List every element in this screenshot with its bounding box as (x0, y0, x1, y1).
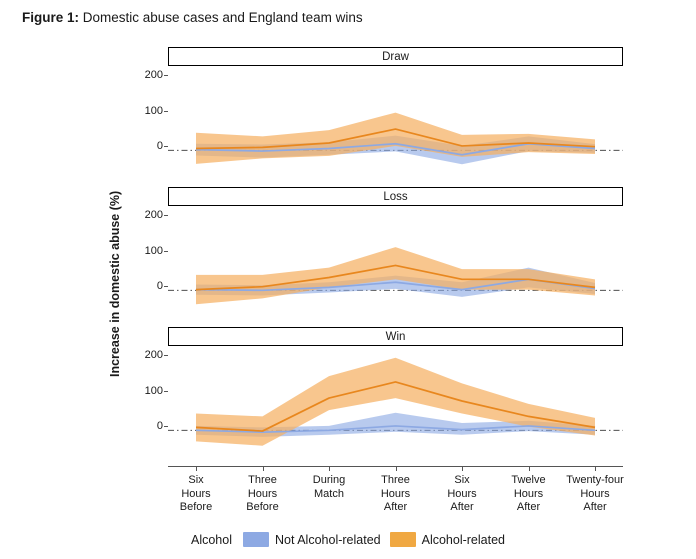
panel-title-draw: Draw (382, 50, 409, 63)
x-axis (168, 466, 623, 536)
legend-label-alcohol-related: Alcohol-related (421, 532, 505, 547)
plot-svg-loss (168, 206, 623, 327)
legend-entry-alcohol-related[interactable] (390, 532, 505, 547)
y-tick-0-draw: 0 (157, 140, 168, 152)
y-tick-100-draw: 100 (145, 105, 168, 117)
panel-strip-loss (168, 187, 623, 206)
panel-title-win: Win (385, 330, 406, 343)
panel-title-loss: Loss (383, 190, 408, 203)
legend-key-not-alcohol-related (243, 532, 269, 547)
panel-loss (144, 187, 623, 327)
x-tick-label: Six Hours After (447, 474, 477, 513)
x-tick-mark (595, 466, 596, 471)
x-tick-mark (196, 466, 197, 471)
panel-strip-win (168, 327, 623, 346)
legend-label-not-alcohol-related: Not Alcohol-related (274, 532, 381, 547)
x-tick-label: Twenty-four Hours After (566, 474, 624, 513)
y-tick-0-loss: 0 (157, 280, 168, 292)
legend-title: Alcohol (190, 532, 232, 547)
plot-loss (144, 206, 623, 327)
figure-caption-text: Domestic abuse cases and England team wins (79, 10, 363, 25)
plot-draw (144, 66, 623, 187)
y-tick-0-win: 0 (157, 420, 168, 432)
plot-win (144, 346, 623, 467)
x-tick-mark (329, 466, 330, 471)
x-tick-mark (462, 466, 463, 471)
y-tick-100-win: 100 (145, 385, 168, 397)
chart-legend (0, 532, 696, 547)
x-tick-mark (396, 466, 397, 471)
figure-caption (22, 9, 363, 27)
x-tick-label: Three Hours After (380, 474, 411, 513)
panel-strip-draw (168, 47, 623, 66)
legend-entry-not-alcohol-related[interactable] (243, 532, 381, 547)
x-tick-mark (529, 466, 530, 471)
plot-svg-win (168, 346, 623, 467)
x-tick-mark (263, 466, 264, 471)
plot-svg-draw (168, 66, 623, 187)
panel-draw (144, 47, 623, 187)
chart-area (0, 34, 696, 559)
legend-key-alcohol-related (390, 532, 416, 547)
panel-win (144, 327, 623, 467)
y-tick-200-loss: 200 (145, 209, 168, 221)
x-tick-label: During Match (312, 474, 346, 500)
y-tick-200-win: 200 (145, 349, 168, 361)
y-tick-100-loss: 100 (145, 245, 168, 257)
x-tick-label: Twelve Hours After (511, 474, 546, 513)
y-axis-title: Increase in domestic abuse (%) (108, 190, 122, 378)
x-tick-label: Six Hours Before (179, 474, 213, 513)
figure-caption-label: Figure 1: (22, 10, 80, 25)
x-tick-label: Three Hours Before (246, 474, 279, 513)
y-tick-200-draw: 200 (145, 69, 168, 81)
